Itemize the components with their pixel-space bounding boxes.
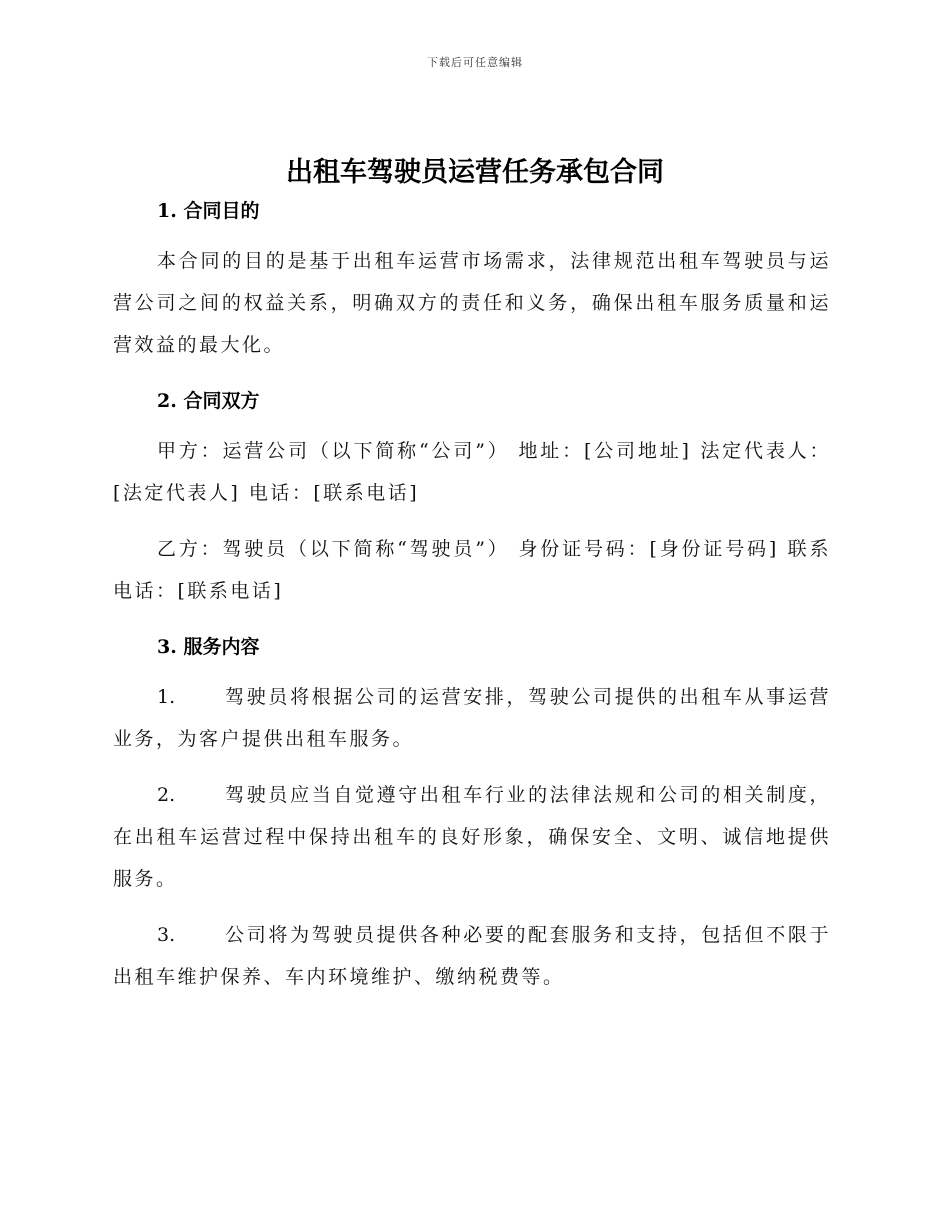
item-text: 驾驶员应当自觉遵守出租车行业的法律法规和公司的相关制度，在出租车运营过程中保持出租车的良好形象，确保安全、文明、诚信地提供服务。	[113, 784, 831, 890]
section-purpose	[113, 196, 831, 366]
section-heading: 1. 合同目的	[157, 200, 260, 222]
section-parties	[113, 386, 831, 612]
header-note: 下载后可任意编辑	[427, 56, 523, 69]
document-title: 出租车驾驶员运营任务承包合同	[286, 157, 664, 188]
item-number: 3.	[157, 924, 176, 946]
paragraph-party-a: 甲方：运营公司（以下简称“公司”） 地址：[公司地址] 法定代表人：[法定代表人] 电话：[联系电话]	[113, 440, 831, 504]
section-services	[113, 632, 831, 998]
paragraph-party-b: 乙方：驾驶员（以下简称“驾驶员”） 身份证号码：[身份证号码] 联系电话：[联系电话]	[113, 538, 831, 602]
list-item	[113, 774, 831, 900]
list-item	[113, 914, 831, 998]
paragraph: 本合同的目的是基于出租车运营市场需求，法律规范出租车驾驶员与运营公司之间的权益关系，明确双方的责任和义务，确保出租车服务质量和运营效益的最大化。	[113, 250, 831, 356]
item-number: 1.	[157, 686, 176, 708]
item-text: 驾驶员将根据公司的运营安排，驾驶公司提供的出租车从事运营业务，为客户提供出租车服务。	[113, 686, 831, 750]
item-text: 公司将为驾驶员提供各种必要的配套服务和支持，包括但不限于出租车维护保养、车内环境维护、缴纳税费等。	[113, 924, 831, 988]
section-heading: 3. 服务内容	[157, 636, 260, 658]
section-heading: 2. 合同双方	[157, 390, 260, 412]
document-body	[113, 196, 831, 998]
list-item	[113, 676, 831, 760]
item-number: 2.	[157, 784, 176, 806]
